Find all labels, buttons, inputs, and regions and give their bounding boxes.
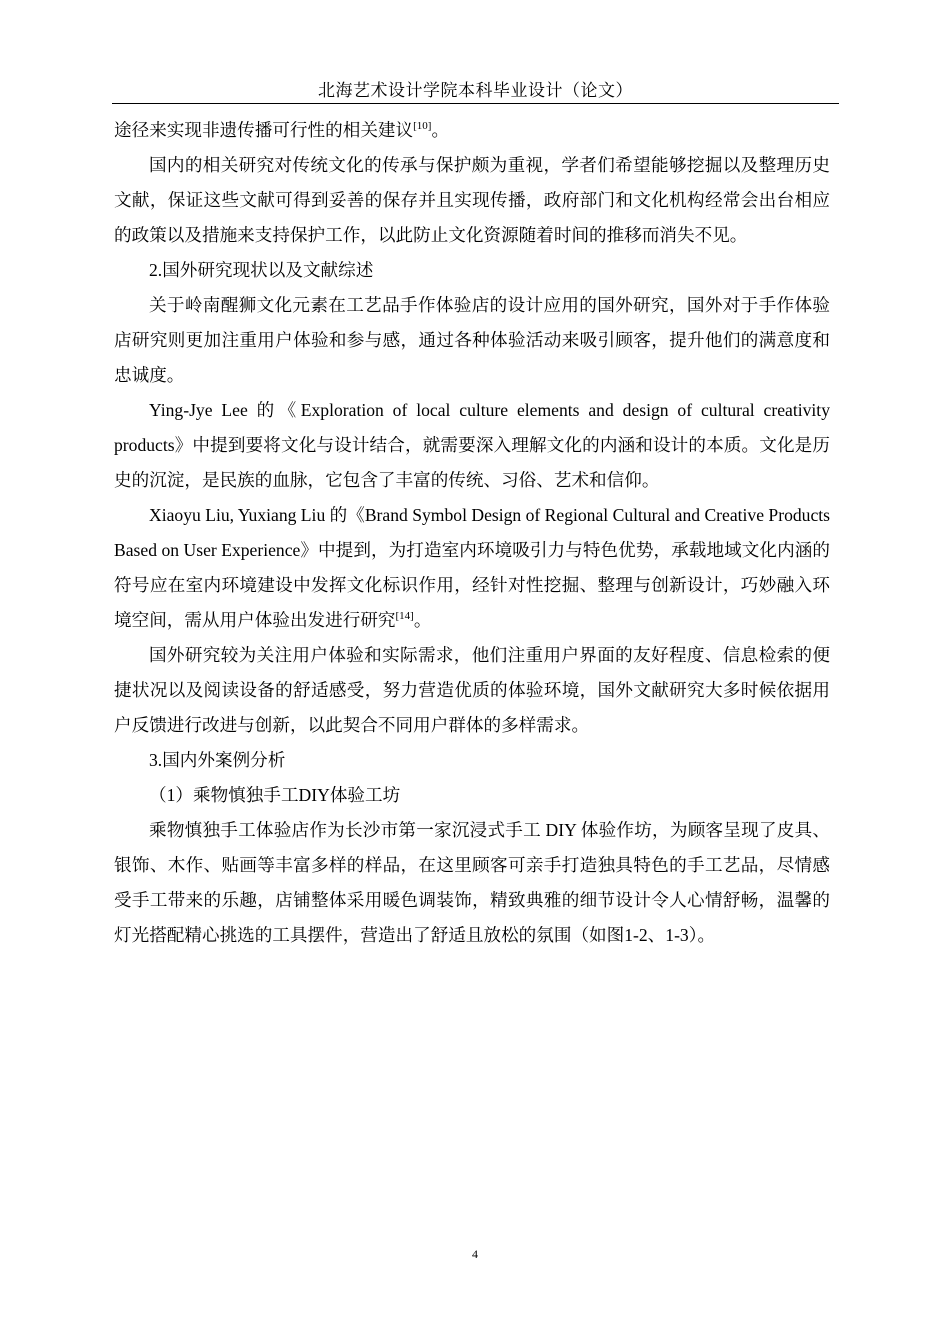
paragraph-tail: 。	[431, 120, 450, 140]
body-text	[114, 113, 830, 953]
header-rule	[112, 103, 839, 104]
paragraph-foreign-summary: 国外研究较为关注用户体验和实际需求，他们注重用户界面的友好程度、信息检索的便捷状况以及阅读设备的舒适感受，努力营造优质的体验环境，国外文献研究大多时候依据用户反馈进行改进与创新，以此契合不同用户群体的多样需求。	[114, 645, 830, 735]
paragraph-text: 途径来实现非遗传播可行性的相关建议	[114, 120, 414, 140]
subsection-heading-case-1: （1）乘物慎独手工DIY体验工坊	[149, 785, 401, 805]
paragraph-tail: 。	[413, 610, 432, 630]
paragraph-liu	[114, 498, 830, 638]
citation-ref: [10]	[413, 120, 432, 132]
paragraph-continuation	[114, 113, 830, 148]
page-number: 4	[472, 1247, 478, 1261]
section-heading-foreign-research: 2.国外研究现状以及文献综述	[149, 260, 374, 280]
paragraph-foreign-intro: 关于岭南醒狮文化元素在工艺品手作体验店的设计应用的国外研究，国外对于手作体验店研究则更加注重用户体验和参与感，通过各种体验活动来吸引顾客，提升他们的满意度和忠诚度。	[114, 295, 830, 385]
section-heading-case-analysis: 3.国内外案例分析	[149, 750, 286, 770]
paragraph-domestic-research: 国内的相关研究对传统文化的传承与保护颇为重视，学者们希望能够挖掘以及整理历史文献，保证这些文献可得到妥善的保存并且实现传播，政府部门和文化机构经常会出台相应的政策以及措施来支持保护工作，以此防止文化资源随着时间的推移而消失不见。	[114, 155, 830, 245]
paragraph-text: Xiaoyu Liu, Yuxiang Liu 的《Brand Symbol Design of Regional Cultural and Creative Products Based on User Experience》中提到，为打造室内环境吸引力与特色优势，承载地域文化内涵的符号应在室内环境建设中发挥文化标识作用，经针对性挖掘、整理与创新设计，巧妙融入环境空间，需从用户体验出发进行研究	[114, 505, 831, 630]
paragraph-case-1: 乘物慎独手工体验店作为长沙市第一家沉浸式手工 DIY 体验作坊，为顾客呈现了皮具、银饰、木作、贴画等丰富多样的样品，在这里顾客可亲手打造独具特色的手工艺品，尽情感受手工带来的乐趣，店铺整体采用暖色调装饰，精致典雅的细节设计令人心情舒畅，温馨的灯光搭配精心挑选的工具摆件，营造出了舒适且放松的氛围（如图1-2、1-3）。	[114, 820, 830, 945]
citation-ref: [14]	[395, 610, 414, 622]
running-header: 北海艺术设计学院本科毕业设计（论文）	[318, 81, 633, 101]
paragraph-lee: Ying-Jye Lee 的《Exploration of local culture elements and design of cultural creativity products》中提到要将文化与设计结合，就需要深入理解文化的内涵和设计的本质。文化是历史的沉淀，是民族的血脉，它包含了丰富的传统、习俗、艺术和信仰。	[114, 400, 830, 490]
